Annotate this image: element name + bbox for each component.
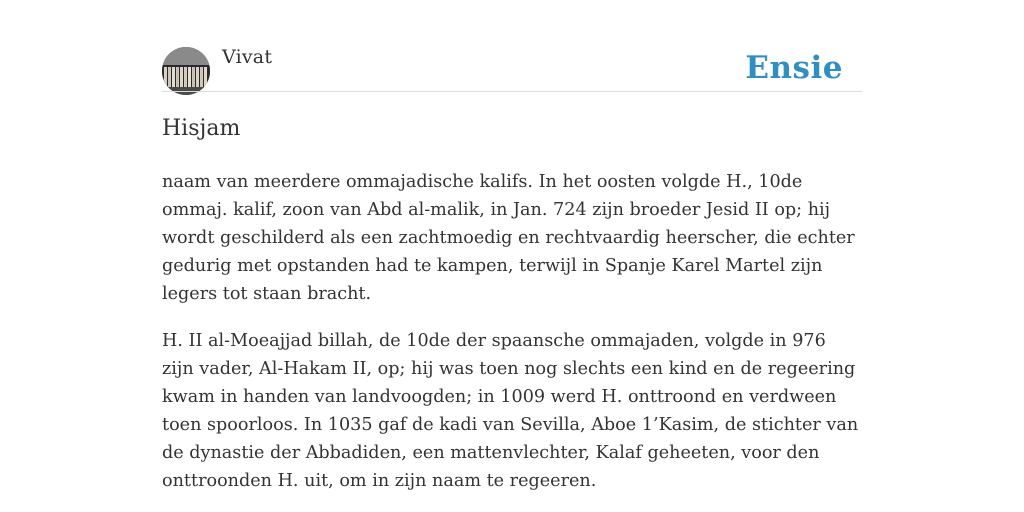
article-paragraph: naam van meerdere ommajadische kalifs. In het oosten volgde H., 10de ommaj. kalif, zoon van Abd al-malik, in Jan. 724 zijn broeder Jesid II op; hij wordt geschilderd als een zachtmoedig en rechtvaardig heerscher, die echter gedurig met opstanden had te kampen, terwijl in Spanje Karel Martel zijn legers tot staan bracht. bbox=[162, 172, 855, 304]
article-body bbox=[162, 168, 862, 512]
book-shelf-icon bbox=[162, 47, 210, 95]
article-title: Hisjam bbox=[162, 116, 241, 141]
brand-logo[interactable]: Ensie bbox=[745, 50, 843, 86]
article-paragraph: H. II al-Moeajjad billah, de 10de der spaansche ommajaden, volgde in 976 zijn vader, Al-Hakam II, op; hij was toen nog slechts een kind en de regeering kwam in handen van landvoogden; in 1009 werd H. onttroond en verdween toen spoorloos. In 1035 gaf de kadi van Sevilla, Aboe 1’Kasim, de stichter van de dynastie der Abbadiden, een mattenvlechter, Kalaf geheeten, voor den onttroonden H. uit, om in zijn naam te regeeren. bbox=[162, 331, 859, 491]
source-name[interactable]: Vivat bbox=[222, 46, 273, 68]
source-avatar[interactable] bbox=[162, 47, 210, 95]
header-divider bbox=[162, 91, 862, 92]
